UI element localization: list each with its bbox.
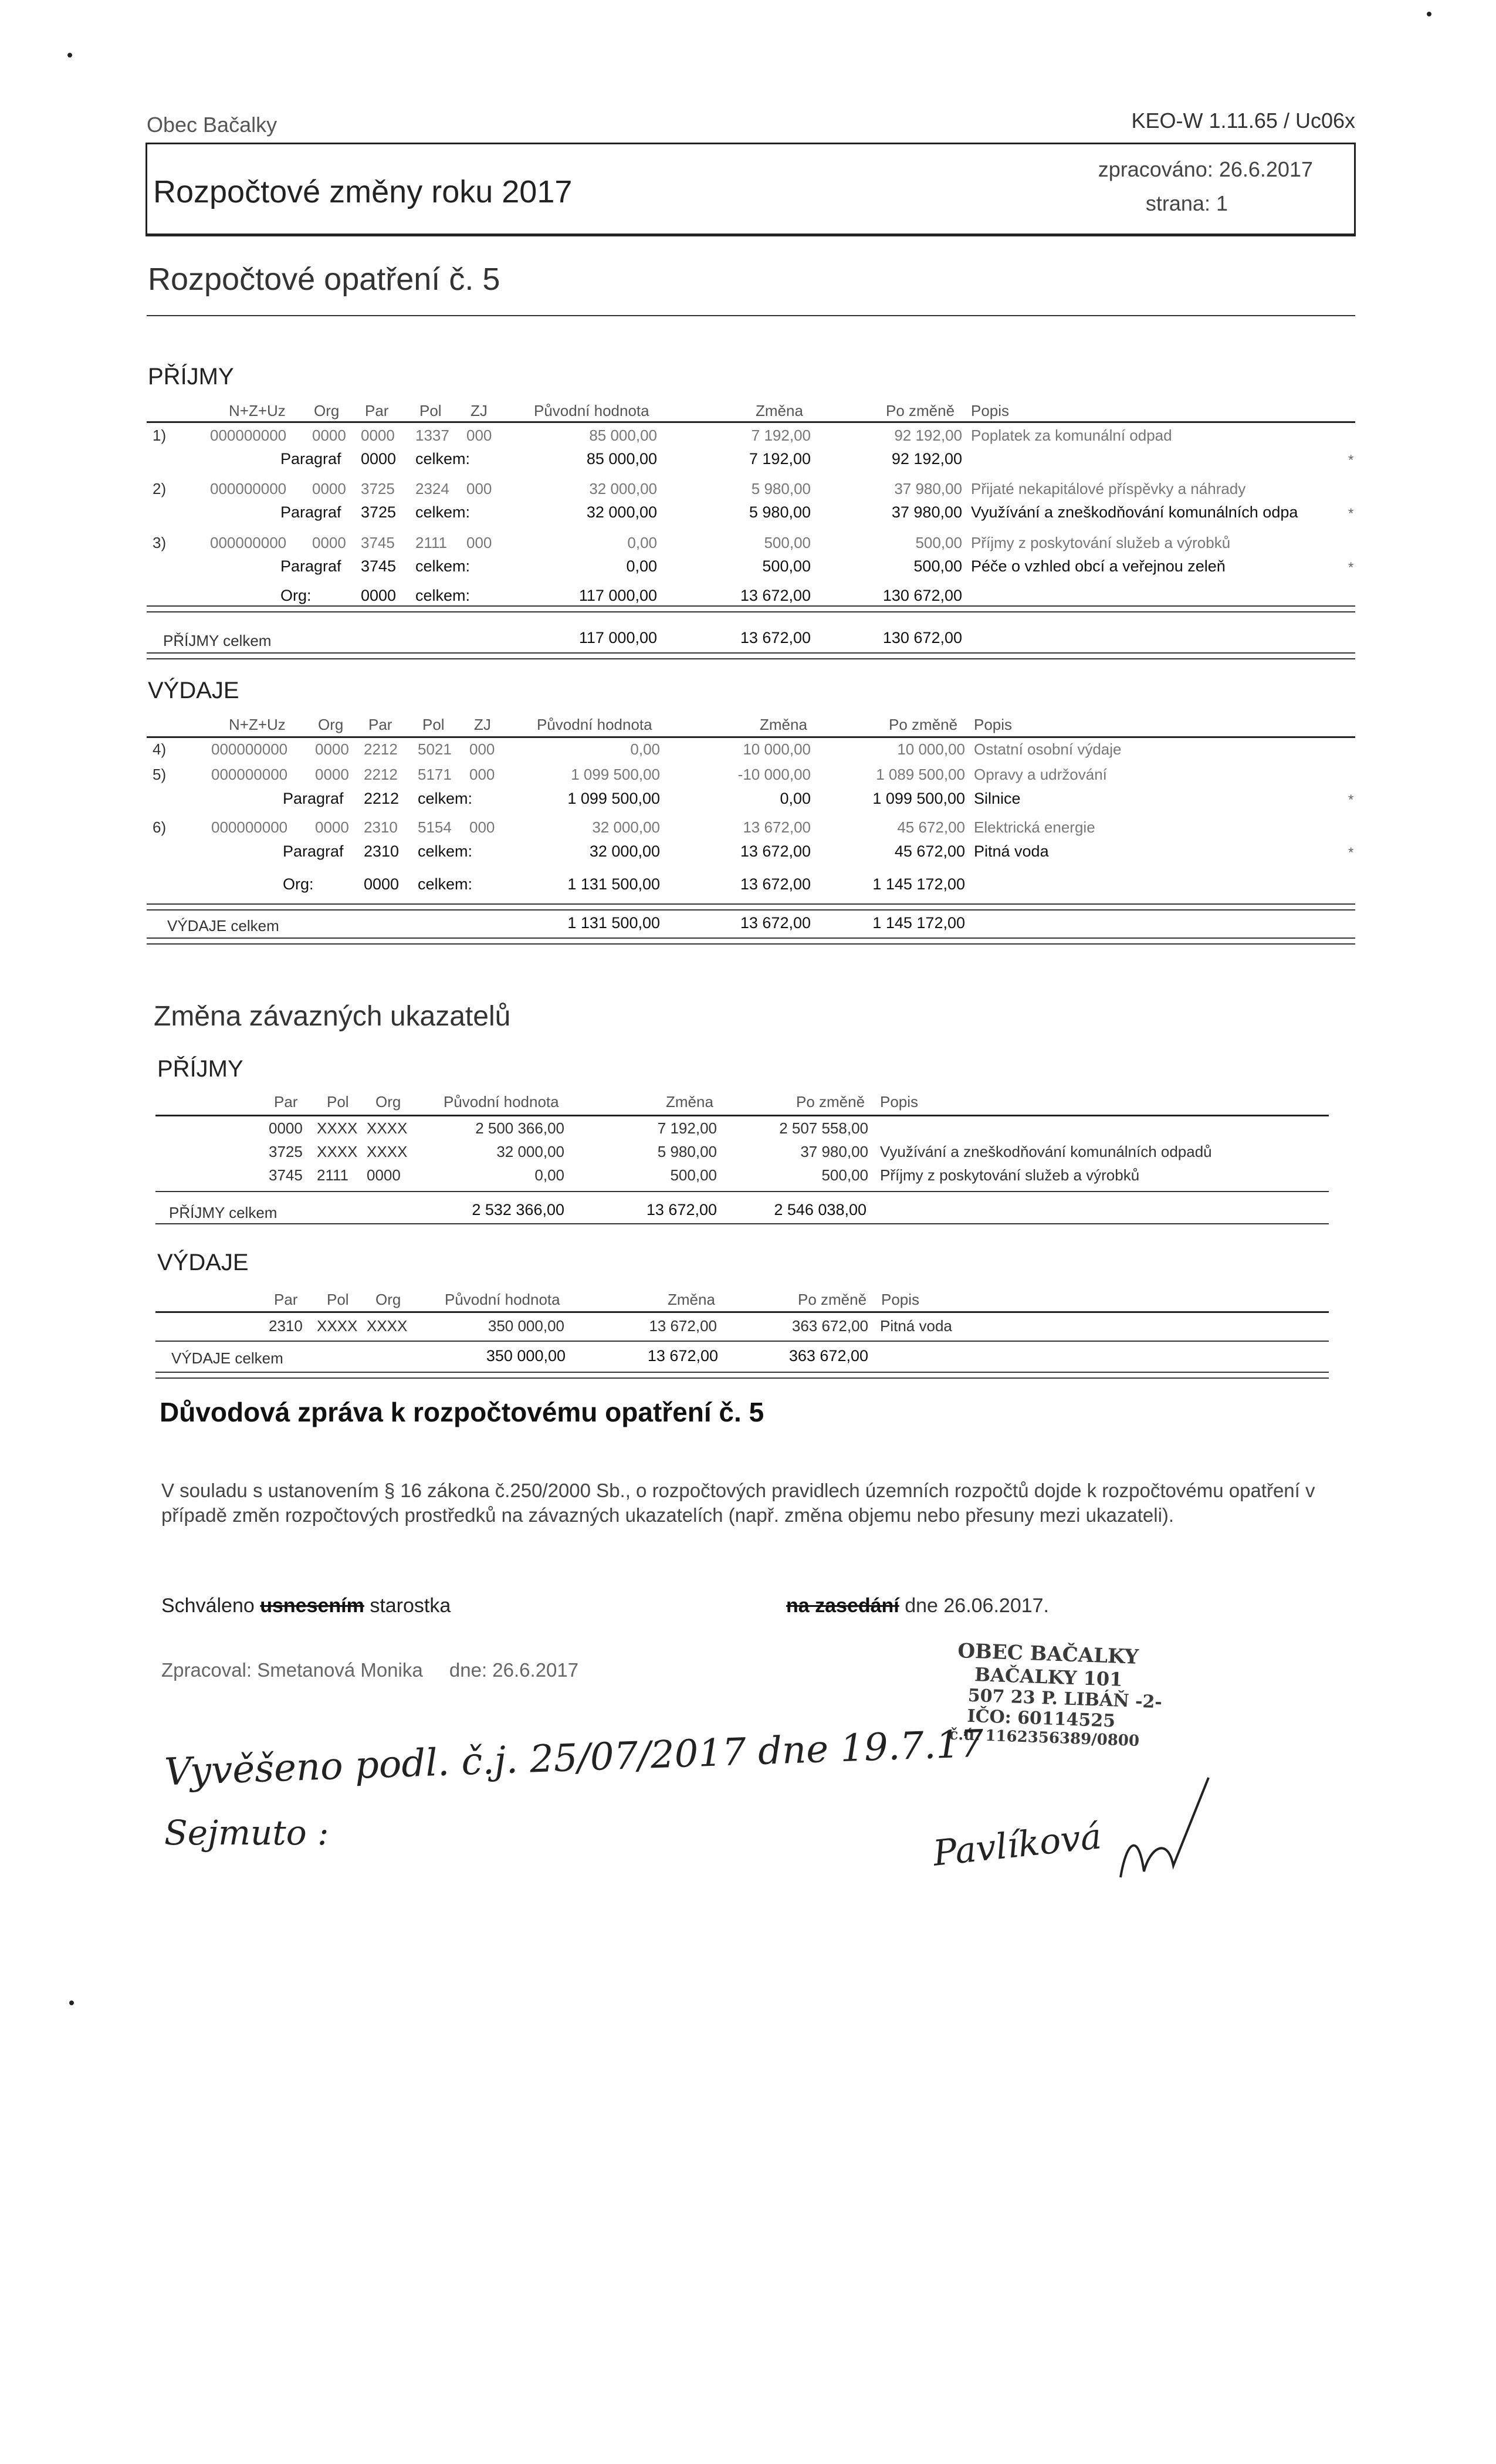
handwritten-removed-note: Sejmuto :	[164, 1813, 329, 1853]
handwritten-signature: Pavlíková	[931, 1816, 1104, 1874]
subtotal-original: 32 000,00	[589, 842, 660, 860]
row-par: 2310	[364, 818, 398, 836]
col-org: Org	[375, 1291, 401, 1308]
row-org: XXXX	[367, 1119, 408, 1137]
row-number: 5)	[153, 766, 167, 783]
header-rule	[155, 1115, 1329, 1116]
row-after: 363 672,00	[791, 1317, 868, 1335]
subtotal-celkem: celkem:	[418, 790, 473, 807]
expense-section-title: VÝDAJE	[148, 678, 239, 703]
subtotal-description: Péče o vzhled obcí a veřejnou zeleň	[971, 557, 1226, 575]
col-org: Org	[375, 1093, 401, 1111]
row-change: 13 672,00	[649, 1317, 717, 1335]
signature-mark-icon	[1103, 1772, 1220, 1889]
divider	[155, 1341, 1329, 1342]
row-nzuz: 000000000	[211, 740, 288, 758]
row-nzuz: 000000000	[210, 480, 287, 497]
row-original: 0,00	[630, 740, 660, 758]
col-pol: Pol	[327, 1291, 349, 1308]
row-change: 7 192,00	[657, 1119, 717, 1137]
subtotal-label: Paragraf	[280, 503, 341, 521]
stamp-line: 507 23 P. LIBÁŇ -2-	[967, 1685, 1163, 1713]
income-section-title: PŘÍJMY	[148, 364, 234, 390]
col-change: Změna	[666, 1093, 713, 1111]
row-zj: 000	[469, 740, 495, 758]
row-zj: 000	[466, 534, 492, 551]
subtotal-after: 92 192,00	[891, 450, 962, 468]
row-after: 37 980,00	[800, 1143, 868, 1160]
meeting-line	[786, 1595, 1049, 1617]
row-pol: 5154	[418, 818, 452, 836]
subtotal-celkem: celkem:	[415, 587, 471, 604]
row-pol: 2111	[415, 534, 447, 551]
col-par: Par	[365, 402, 389, 419]
row-description: Ostatní osobní výdaje	[974, 740, 1122, 758]
processed-label: zpracováno:	[1098, 157, 1213, 181]
page-info	[1146, 191, 1228, 216]
row-org: 0000	[315, 766, 349, 783]
row-par: 0000	[269, 1119, 303, 1137]
row-original: 32 000,00	[592, 818, 660, 836]
row-pol: 2324	[415, 480, 449, 497]
subtotal-par: 3725	[361, 503, 397, 521]
subtotal-change: 5 980,00	[749, 503, 811, 521]
processed-info	[1098, 157, 1313, 182]
row-org: XXXX	[367, 1143, 408, 1160]
row-pol: 1337	[415, 427, 449, 444]
income-total-original: 117 000,00	[578, 629, 657, 647]
row-change: 500,00	[764, 534, 811, 551]
col-change: Změna	[760, 716, 807, 733]
subtotal-change: 0,00	[780, 790, 811, 807]
row-description: Elektrická energie	[974, 818, 1095, 836]
subtotal-original: 32 000,00	[586, 503, 657, 521]
subtotal-description: Pitná voda	[974, 842, 1049, 860]
col-original: Původní hodnota	[444, 1093, 559, 1111]
row-pol: 2111	[317, 1166, 348, 1184]
row-after: 500,00	[915, 534, 962, 551]
row-original: 0,00	[627, 534, 657, 551]
row-org: XXXX	[367, 1317, 408, 1335]
subtotal-description: Využívání a zneškodňování komunálních odpa	[971, 503, 1298, 521]
divider	[155, 1377, 1329, 1379]
subtotal-par: 0000	[364, 875, 400, 893]
subtotal-after: 45 672,00	[894, 842, 965, 860]
row-after: 10 000,00	[897, 740, 965, 758]
col-after: Po změně	[886, 402, 955, 419]
subtotal-after: 130 672,00	[882, 587, 962, 604]
row-original: 350 000,00	[488, 1317, 564, 1335]
divider	[147, 611, 1355, 612]
asterisk-marker: *	[1348, 506, 1354, 522]
col-par: Par	[274, 1291, 298, 1308]
row-pol: XXXX	[317, 1143, 358, 1160]
col-desc: Popis	[971, 402, 1010, 419]
asterisk-marker: *	[1348, 452, 1354, 468]
subtotal-change: 13 672,00	[740, 875, 811, 893]
income-total-after: 130 672,00	[882, 629, 962, 647]
binding-income-total-after: 2 546 038,00	[774, 1201, 867, 1219]
col-desc: Popis	[880, 1093, 919, 1111]
blank-area	[0, 2030, 1496, 2464]
subtotal-original: 1 131 500,00	[567, 875, 660, 893]
scan-speck	[67, 53, 72, 57]
row-change: -10 000,00	[737, 766, 811, 783]
subtotal-label: Paragraf	[280, 450, 341, 468]
expense-total-change: 13 672,00	[740, 914, 811, 932]
stamp-line: BAČALKY 101	[974, 1663, 1123, 1691]
subtotal-original: 117 000,00	[578, 587, 657, 604]
col-change: Změna	[668, 1291, 715, 1308]
divider	[147, 937, 1355, 939]
row-change: 13 672,00	[743, 818, 811, 836]
handwritten-posting-note: Vyvěšeno podl. č.j. 25/07/2017 dne 19.7.17	[164, 1722, 984, 1795]
subtotal-after: 1 099 500,00	[872, 790, 965, 807]
row-nzuz: 000000000	[210, 534, 287, 551]
binding-income-title: PŘÍJMY	[157, 1056, 243, 1082]
subtotal-original: 85 000,00	[586, 450, 657, 468]
row-zj: 000	[466, 427, 492, 444]
row-par: 3725	[269, 1143, 303, 1160]
col-change: Změna	[756, 402, 803, 419]
subtotal-label: Paragraf	[280, 557, 341, 575]
row-description: Poplatek za komunální odpad	[971, 427, 1172, 444]
header-rule	[147, 736, 1355, 738]
row-pol: XXXX	[317, 1317, 358, 1335]
document-title: Rozpočtové změny roku 2017	[153, 174, 573, 209]
meeting-struck: na zasedání	[786, 1595, 899, 1617]
row-original: 1 099 500,00	[571, 766, 660, 783]
binding-income-total-original: 2 532 366,00	[472, 1201, 564, 1219]
binding-expense-total-label: VÝDAJE celkem	[171, 1349, 283, 1367]
col-after: Po změně	[798, 1291, 867, 1308]
row-change: 7 192,00	[751, 427, 811, 444]
row-original: 0,00	[534, 1166, 564, 1184]
header-rule	[155, 1311, 1329, 1313]
col-pol: Pol	[327, 1093, 349, 1111]
col-pol: Pol	[419, 402, 442, 419]
col-org: Org	[318, 716, 344, 733]
col-after: Po změně	[796, 1093, 865, 1111]
col-zj: ZJ	[474, 716, 491, 733]
row-zj: 000	[469, 766, 495, 783]
row-change: 500,00	[670, 1166, 717, 1184]
page-label: strana:	[1145, 191, 1210, 215]
approved-prefix: Schváleno	[161, 1595, 255, 1617]
col-original: Původní hodnota	[537, 716, 652, 733]
subtotal-celkem: celkem:	[418, 875, 473, 893]
row-change: 10 000,00	[743, 740, 811, 758]
expense-total-original: 1 131 500,00	[567, 914, 660, 932]
row-original: 85 000,00	[589, 427, 657, 444]
subtotal-par: 0000	[361, 587, 397, 604]
subtotal-label: Org:	[280, 587, 312, 604]
row-pol: 5171	[418, 766, 452, 783]
row-after: 2 507 558,00	[779, 1119, 868, 1137]
row-number: 2)	[153, 480, 167, 497]
approved-by: starostka	[370, 1595, 451, 1617]
row-number: 4)	[153, 740, 167, 758]
justification-title: Důvodová zpráva k rozpočtovému opatření č. 5	[160, 1397, 764, 1427]
divider	[147, 605, 1355, 607]
row-after: 1 089 500,00	[876, 766, 965, 783]
divider	[147, 652, 1355, 654]
row-zj: 000	[466, 480, 492, 497]
row-change: 5 980,00	[657, 1143, 717, 1160]
row-change: 5 980,00	[751, 480, 811, 497]
row-org: 0000	[312, 427, 346, 444]
subtotal-after: 500,00	[913, 557, 962, 575]
income-total-change: 13 672,00	[740, 629, 811, 647]
row-org: 0000	[312, 534, 346, 551]
row-number: 6)	[153, 818, 167, 836]
expense-total-after: 1 145 172,00	[872, 914, 965, 932]
row-original: 32 000,00	[589, 480, 657, 497]
page-number: 1	[1216, 191, 1228, 215]
subtotal-par: 2310	[364, 842, 400, 860]
row-description: Příjmy z poskytování služeb a výrobků	[971, 534, 1231, 551]
subtotal-label: Paragraf	[283, 842, 344, 860]
row-after: 92 192,00	[894, 427, 962, 444]
divider	[155, 1223, 1329, 1224]
stamp-line: č.ú. 1162356389/0800	[949, 1725, 1140, 1750]
binding-expense-total-original: 350 000,00	[486, 1347, 566, 1365]
divider	[147, 909, 1355, 911]
subtotal-change: 500,00	[762, 557, 811, 575]
subtotal-change: 13 672,00	[740, 587, 811, 604]
col-original: Původní hodnota	[445, 1291, 560, 1308]
row-par: 3745	[361, 534, 395, 551]
asterisk-marker: *	[1348, 845, 1354, 861]
row-description: Využívání a zneškodňování komunálních odpadů	[880, 1143, 1212, 1160]
stamp-line: OBEC BAČALKY	[957, 1639, 1139, 1669]
header-rule	[147, 421, 1355, 423]
row-description: Opravy a udržování	[974, 766, 1107, 783]
col-org: Org	[314, 402, 340, 419]
divider	[147, 903, 1355, 905]
row-description: Příjmy z poskytování služeb a výrobků	[880, 1166, 1140, 1184]
subtotal-after: 1 145 172,00	[872, 875, 965, 893]
divider	[155, 1191, 1329, 1192]
col-desc: Popis	[881, 1291, 920, 1308]
subtotal-change: 7 192,00	[749, 450, 811, 468]
row-org: 0000	[315, 818, 349, 836]
row-par: 3725	[361, 480, 395, 497]
subtotal-label: Org:	[283, 875, 314, 893]
row-number: 1)	[153, 427, 167, 444]
col-nzuz: N+Z+Uz	[229, 402, 286, 419]
asterisk-marker: *	[1348, 792, 1354, 808]
binding-title: Změna závazných ukazatelů	[154, 1001, 511, 1032]
col-original: Původní hodnota	[534, 402, 649, 419]
subtotal-celkem: celkem:	[415, 557, 471, 575]
col-par: Par	[274, 1093, 298, 1111]
divider	[147, 315, 1355, 316]
row-par: 0000	[361, 427, 395, 444]
processed-date: 26.6.2017	[1219, 157, 1313, 181]
row-description: Pitná voda	[880, 1317, 952, 1335]
row-after: 45 672,00	[897, 818, 965, 836]
divider	[147, 658, 1355, 659]
binding-income-total-label: PŘÍJMY celkem	[169, 1204, 277, 1221]
row-zj: 000	[469, 818, 495, 836]
row-description: Přijaté nekapitálové příspěvky a náhrady	[971, 480, 1246, 497]
row-nzuz: 000000000	[211, 818, 288, 836]
scan-speck	[69, 2001, 74, 2005]
prepared-label: Zpracoval:	[161, 1659, 252, 1681]
approval-line	[161, 1595, 451, 1617]
prepared-line	[161, 1659, 578, 1681]
col-zj: ZJ	[471, 402, 488, 419]
row-original: 2 500 366,00	[475, 1119, 564, 1137]
row-pol: 5021	[418, 740, 452, 758]
binding-expense-total-after: 363 672,00	[788, 1347, 868, 1365]
subtotal-original: 0,00	[626, 557, 657, 575]
program-version: KEO-W 1.11.65 / Uc06x	[1131, 109, 1355, 133]
title-box	[145, 143, 1356, 236]
row-par: 3745	[269, 1166, 303, 1184]
subtotal-original: 1 099 500,00	[567, 790, 660, 807]
subtotal-par: 2212	[364, 790, 400, 807]
approved-struck: usnesením	[260, 1595, 364, 1617]
asterisk-marker: *	[1348, 560, 1354, 576]
row-org: 0000	[312, 480, 346, 497]
subtotal-change: 13 672,00	[740, 842, 811, 860]
prepared-date-label: dne:	[449, 1659, 488, 1681]
subtotal-description: Silnice	[974, 790, 1021, 807]
meeting-date: dne 26.06.2017.	[905, 1595, 1049, 1617]
row-org: 0000	[315, 740, 349, 758]
row-nzuz: 000000000	[211, 766, 288, 783]
row-par: 2212	[364, 766, 398, 783]
subtotal-celkem: celkem:	[418, 842, 473, 860]
row-number: 3)	[153, 534, 167, 551]
subtotal-celkem: celkem:	[415, 503, 471, 521]
col-pol: Pol	[422, 716, 445, 733]
row-par: 2212	[364, 740, 398, 758]
subtotal-after: 37 980,00	[891, 503, 962, 521]
organization-name: Obec Bačalky	[147, 113, 277, 137]
expense-total-label: VÝDAJE celkem	[167, 917, 279, 935]
prepared-name: Smetanová Monika	[257, 1659, 423, 1681]
scan-speck	[1427, 12, 1431, 16]
row-par: 2310	[269, 1317, 303, 1335]
divider	[155, 1372, 1329, 1373]
income-total-label: PŘÍJMY celkem	[163, 632, 272, 649]
stamp-line: IČO: 60114525	[967, 1705, 1116, 1732]
subtotal-label: Paragraf	[283, 790, 344, 807]
subtotal-par: 3745	[361, 557, 397, 575]
row-original: 32 000,00	[496, 1143, 564, 1160]
binding-expense-total-change: 13 672,00	[647, 1347, 718, 1365]
row-pol: XXXX	[317, 1119, 358, 1137]
subtotal-celkem: celkem:	[415, 450, 471, 468]
binding-income-total-change: 13 672,00	[646, 1201, 717, 1219]
col-after: Po změně	[889, 716, 958, 733]
justification-text: V souladu s ustanovením § 16 zákona č.250/2000 Sb., o rozpočtových pravidlech územních rozpočtů dojde k rozpočtovému opatření v případě změn rozpočtových prostředků na závazných ukazatelích (např. změna objemu nebo přesuny mezi ukazateli).	[161, 1480, 1315, 1526]
col-nzuz: N+Z+Uz	[229, 716, 286, 733]
row-org: 0000	[367, 1166, 401, 1184]
col-par: Par	[368, 716, 392, 733]
measure-title: Rozpočtové opatření č. 5	[148, 262, 500, 297]
row-after: 500,00	[821, 1166, 868, 1184]
row-nzuz: 000000000	[210, 427, 287, 444]
row-after: 37 980,00	[894, 480, 962, 497]
binding-expense-title: VÝDAJE	[157, 1250, 249, 1275]
divider	[147, 943, 1355, 945]
prepared-date: 26.6.2017	[492, 1659, 579, 1681]
col-desc: Popis	[974, 716, 1013, 733]
subtotal-par: 0000	[361, 450, 397, 468]
